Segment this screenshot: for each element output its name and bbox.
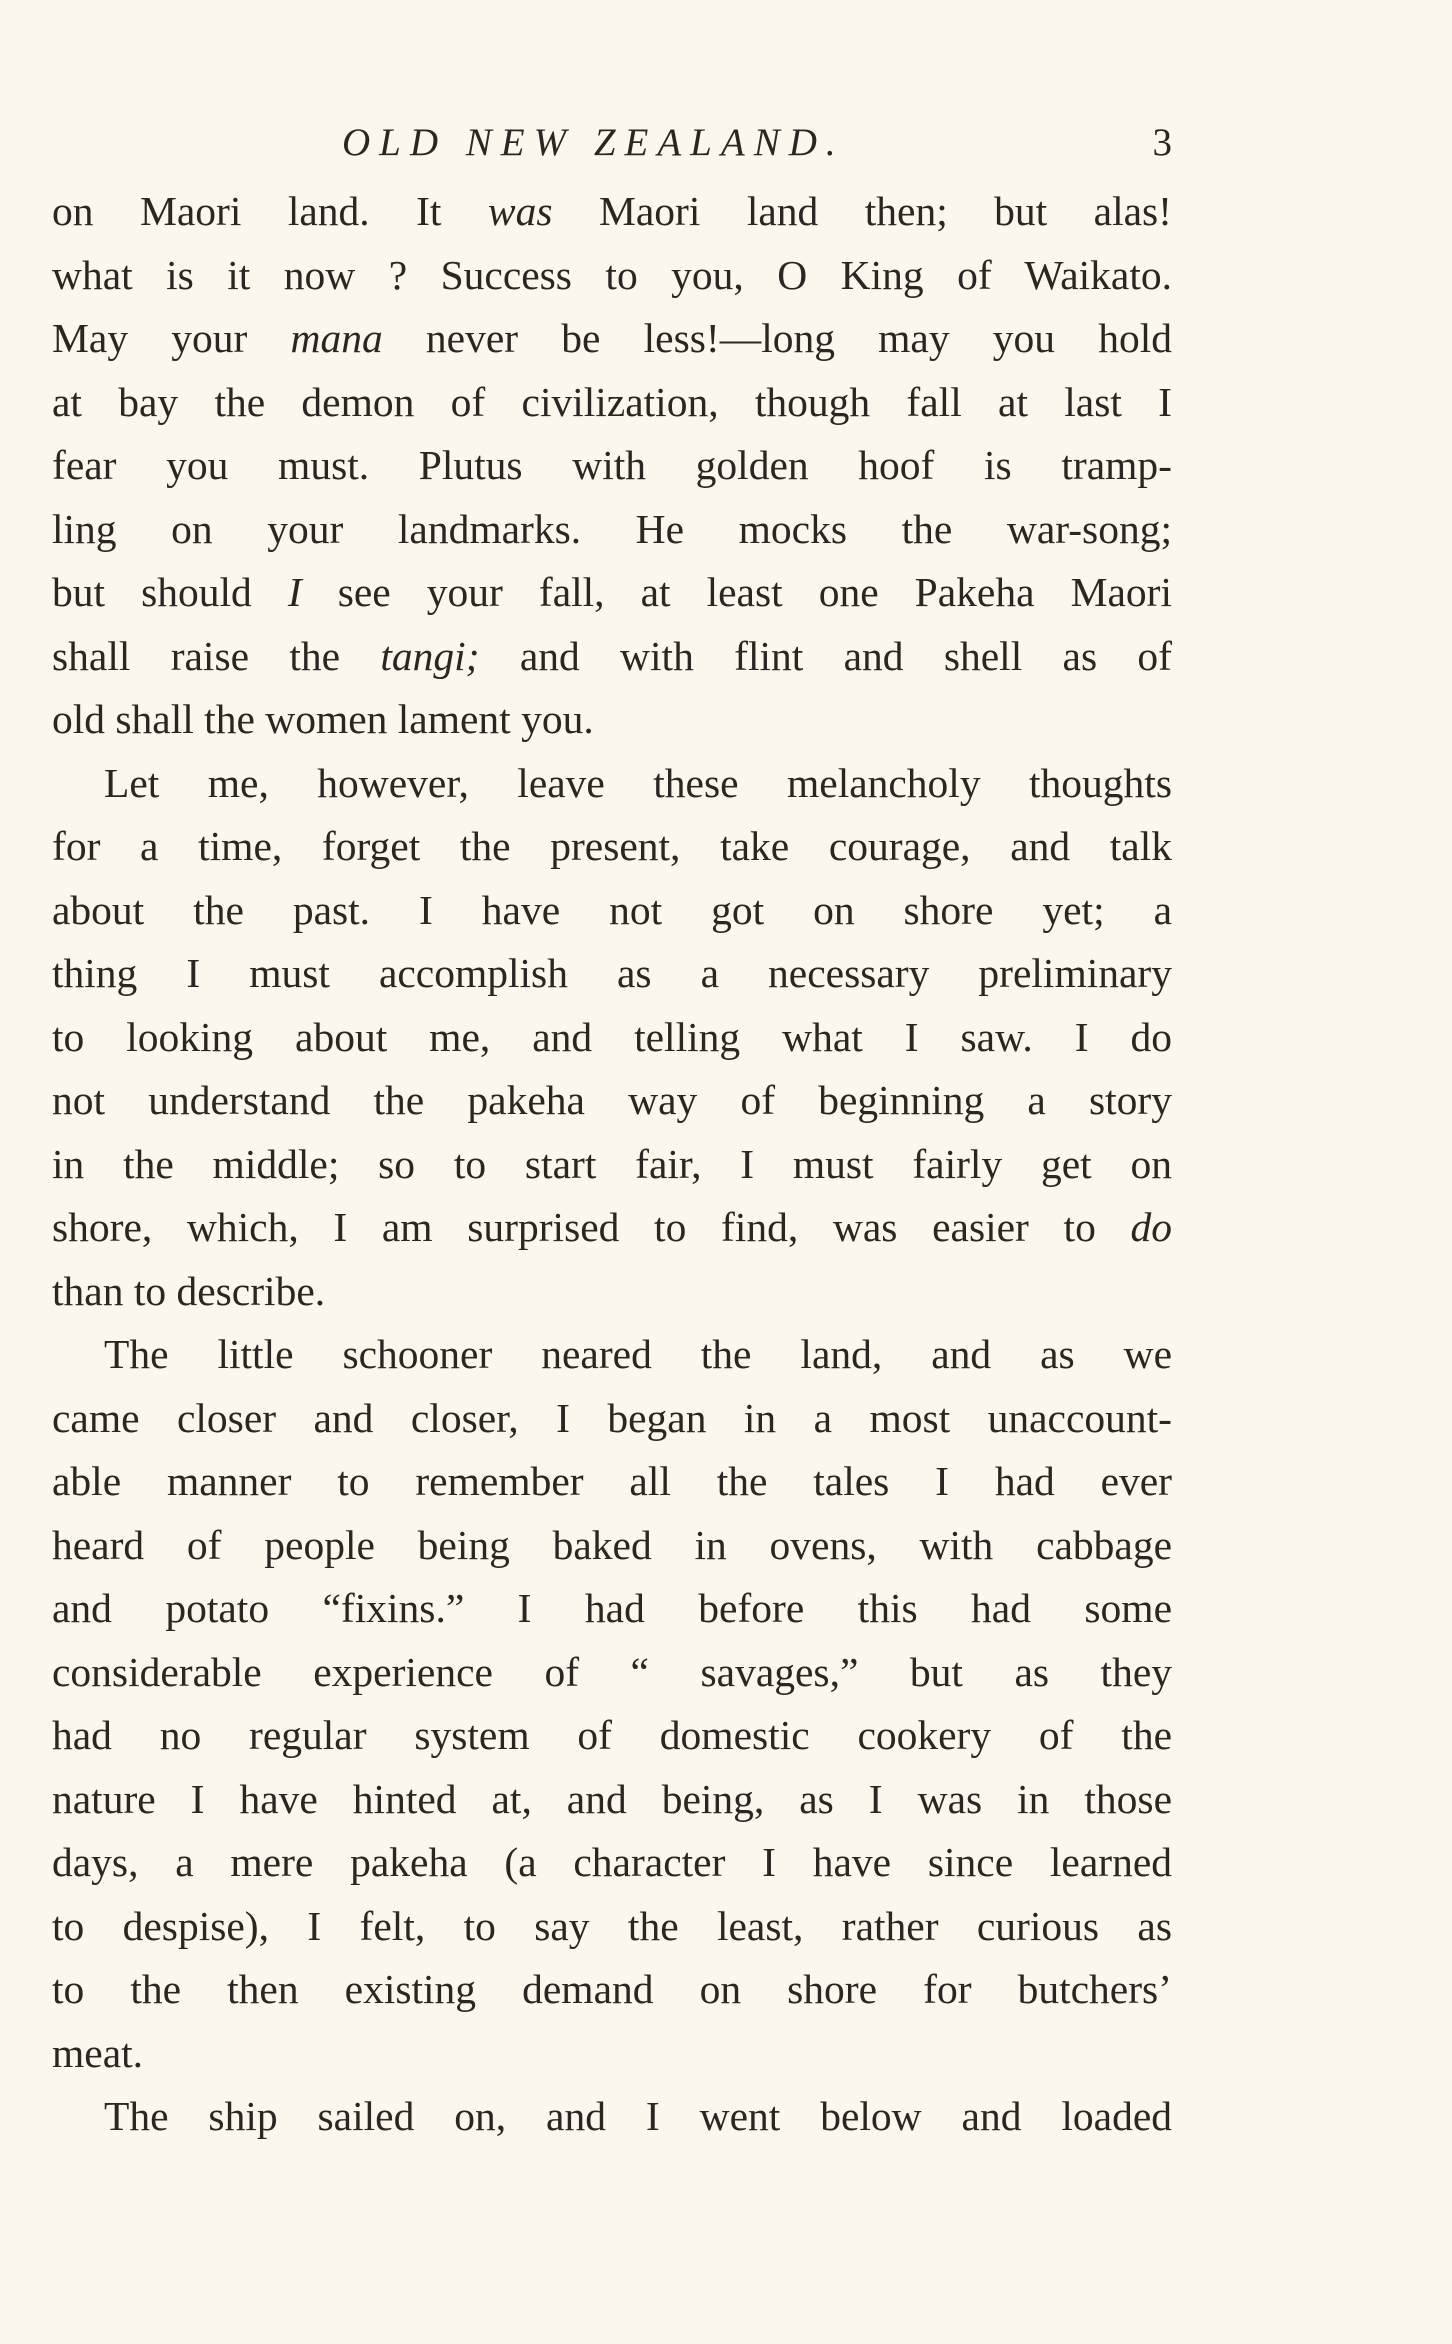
text-line: to despise), I felt, to say the least, rather curious as — [52, 1902, 1172, 1949]
page-number: 3 — [1152, 121, 1172, 164]
text-line: what is it now ? Success to you, O King of Waikato. — [52, 251, 1172, 298]
text-line: Let me, however, leave these melancholy thoughts — [104, 759, 1172, 806]
text-line: than to describe. — [52, 1267, 326, 1314]
text-line: days, a mere pakeha (a character I have since learned — [52, 1839, 1172, 1885]
text-line: fear you must. Plutus with golden hoof is tramp- — [52, 442, 1172, 488]
text-line: heard of people being baked in ovens, with cabbage — [52, 1521, 1172, 1568]
text-line: came closer and closer, I began in a most unaccount- — [52, 1394, 1172, 1441]
paragraph — [52, 2085, 1172, 2149]
paragraph — [52, 752, 1172, 1324]
running-head — [52, 118, 1172, 168]
text-line: meat. — [52, 2029, 144, 2076]
italic-text: tangi; — [380, 632, 480, 679]
italic-text: was — [487, 188, 553, 234]
text-line: at bay the demon of civilization, though fall at last I — [52, 378, 1172, 425]
paragraph — [52, 180, 1172, 752]
text-line: The little schooner neared the land, and as we — [104, 1331, 1172, 1377]
text-line: but should I see your fall, at least one Pakeha Maori — [52, 569, 1172, 615]
text-line: able manner to remember all the tales I had ever — [52, 1458, 1172, 1504]
text-line: to looking about me, and telling what I saw. I do — [52, 1013, 1172, 1060]
text-line: shore, which, I am surprised to find, was easier to do — [52, 1204, 1172, 1250]
text-line: in the middle; so to start fair, I must fairly get on — [52, 1140, 1172, 1187]
text-line: on Maori land. It was Maori land then; but alas! — [52, 188, 1172, 234]
text-line: and potato “fixins.” I had before this had some — [52, 1585, 1172, 1631]
text-line: thing I must accomplish as a necessary preliminary — [52, 950, 1172, 996]
paragraph — [52, 1323, 1172, 2085]
text-line: had no regular system of domestic cookery of the — [52, 1712, 1172, 1758]
text-line: The ship sailed on, and I went below and loaded — [104, 2093, 1172, 2139]
italic-text: do — [1130, 1204, 1172, 1250]
text-line: ling on your landmarks. He mocks the war-song; — [52, 505, 1172, 552]
text-line: not understand the pakeha way of beginning a story — [52, 1077, 1172, 1123]
italic-text: I — [287, 569, 302, 615]
text-line: nature I have hinted at, and being, as I was in those — [52, 1775, 1172, 1822]
body-text — [52, 180, 1172, 2149]
italic-text: mana — [290, 315, 383, 361]
text-line: May your mana never be less!—long may you hold — [52, 315, 1172, 361]
text-line: to the then existing demand on shore for butchers’ — [52, 1966, 1172, 2012]
text-line: for a time, forget the present, take courage, and talk — [52, 823, 1172, 869]
text-line: shall raise the tangi; and with flint and shell as of — [52, 632, 1172, 679]
text-line: considerable experience of “ savages,” but as they — [52, 1648, 1172, 1695]
running-title: OLD NEW ZEALAND. — [342, 121, 845, 164]
text-line: about the past. I have not got on shore yet; a — [52, 886, 1172, 933]
text-line: old shall the women lament you. — [52, 696, 594, 742]
